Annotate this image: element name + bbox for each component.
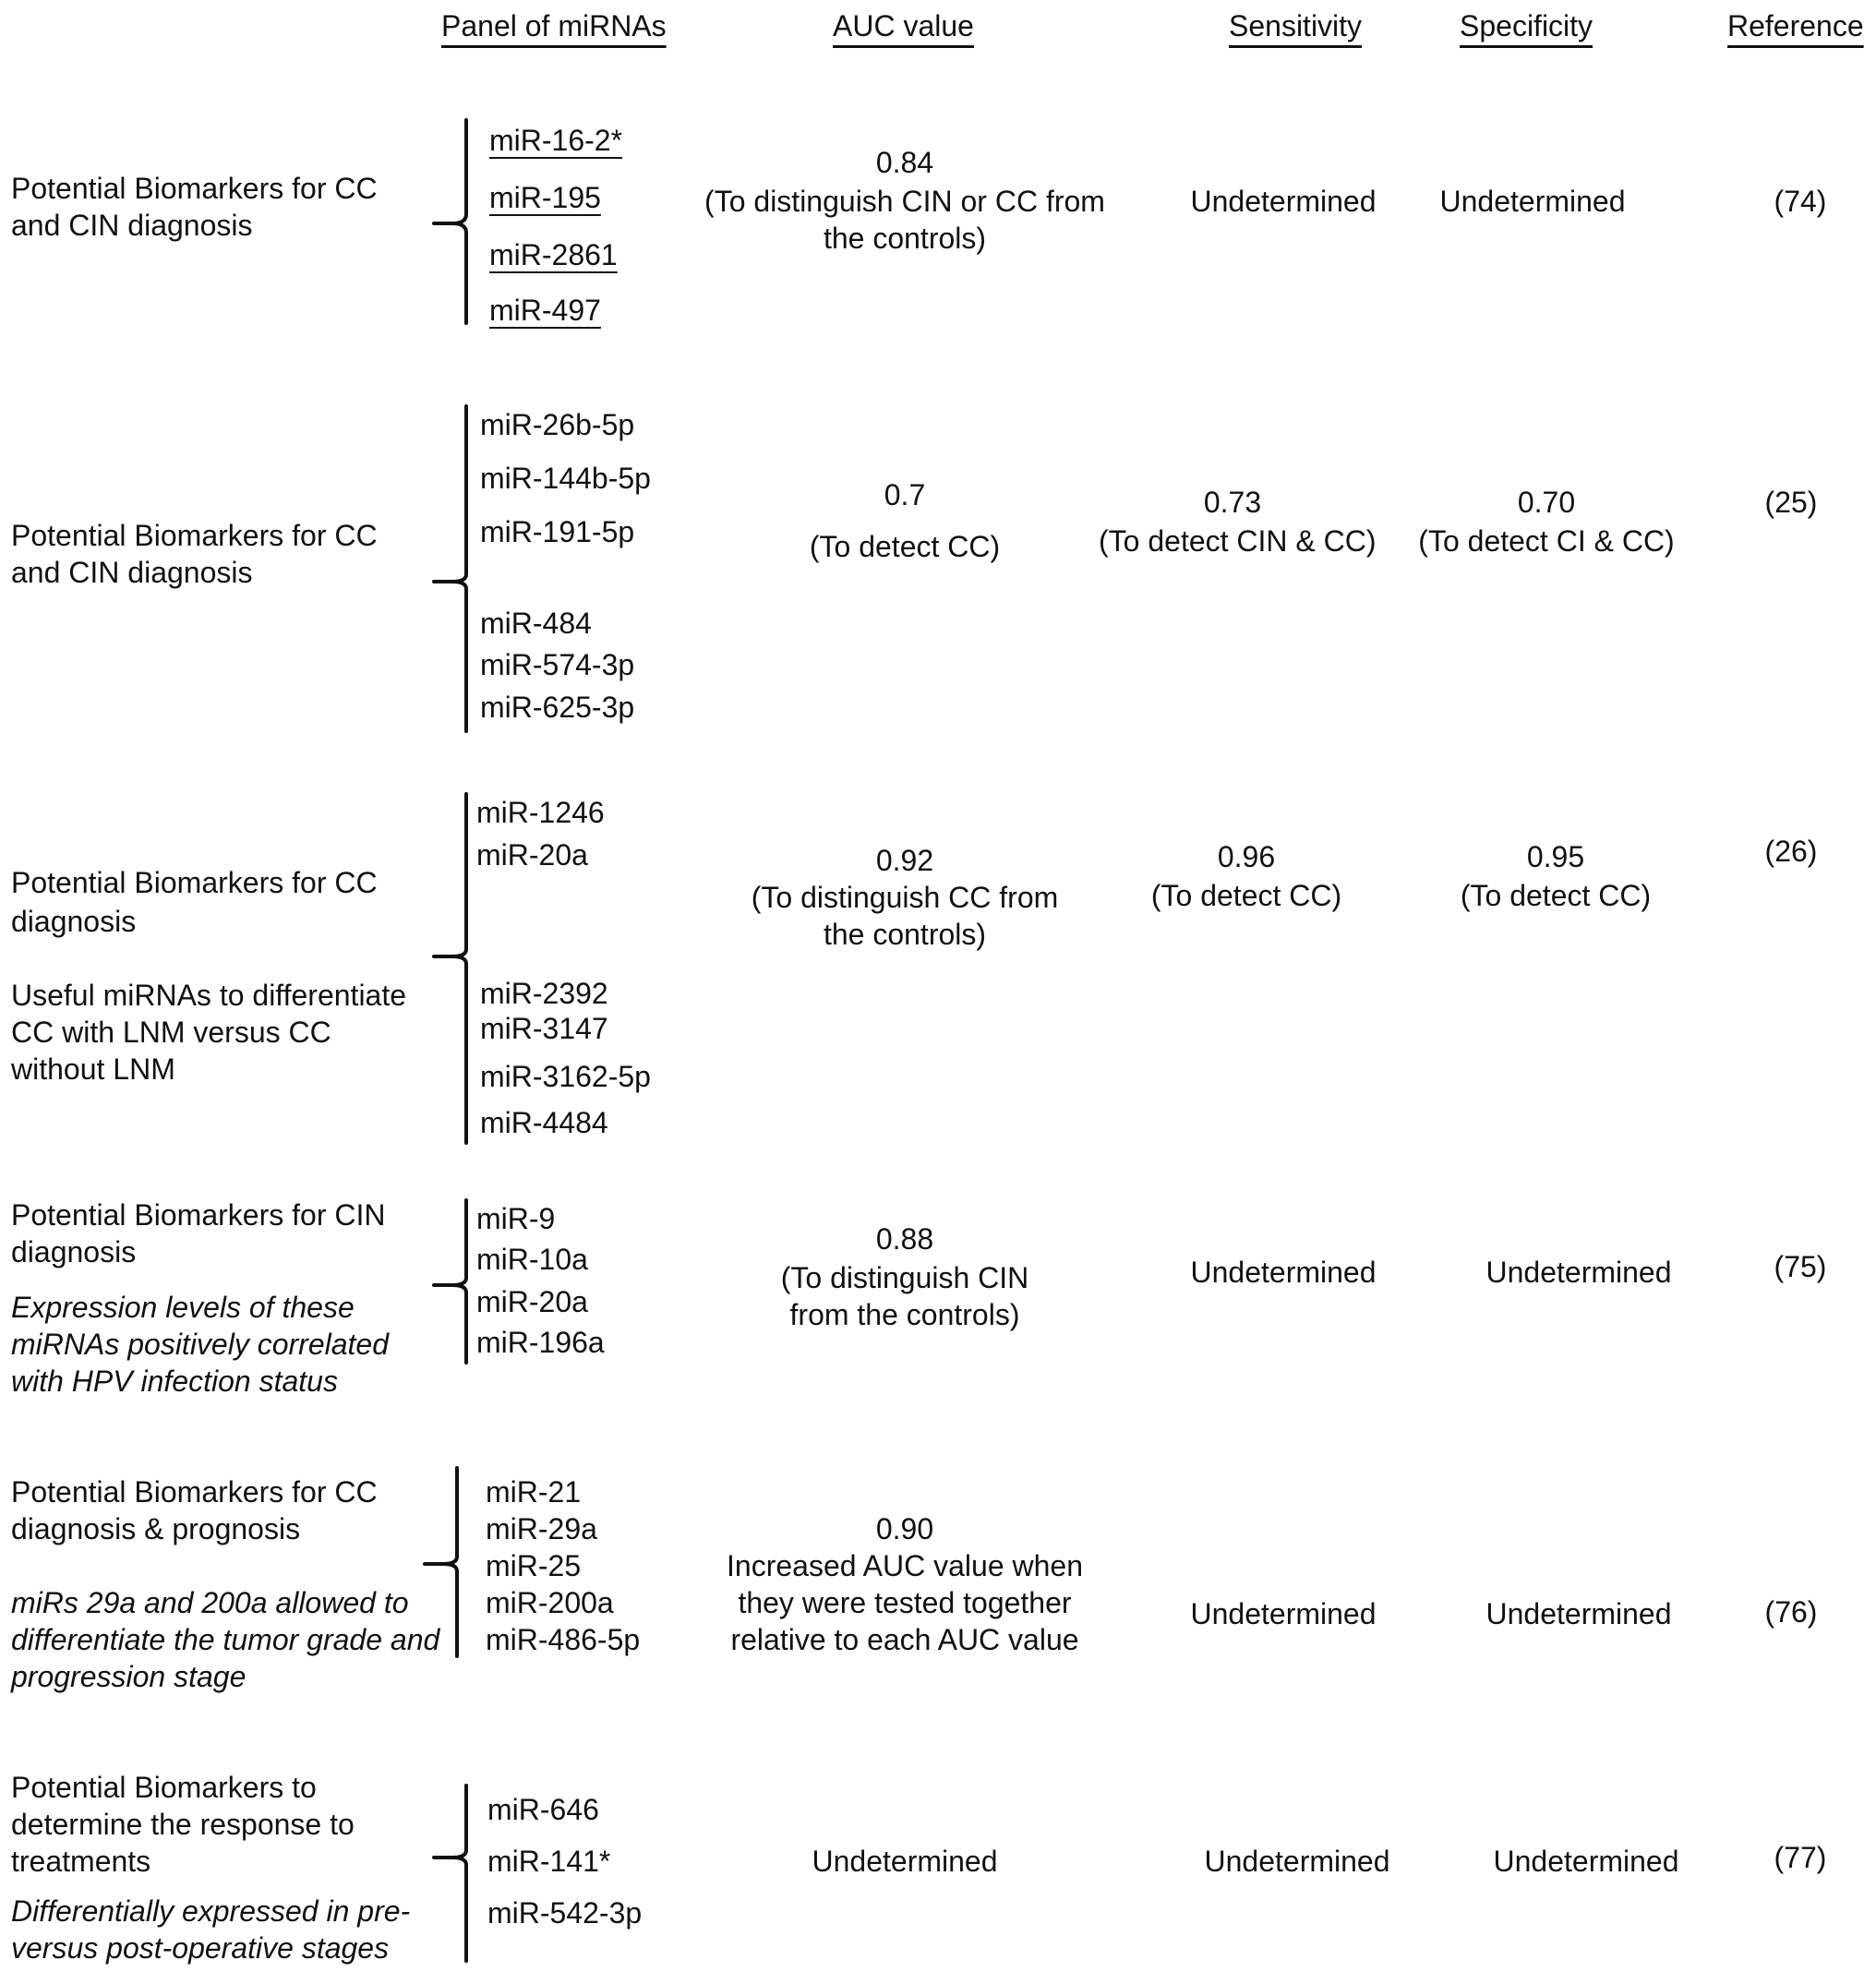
row-description: Potential Biomarkers to: [11, 1771, 317, 1804]
row-description: Potential Biomarkers for CC: [11, 866, 378, 899]
row-note: miRs 29a and 200a allowed to: [11, 1586, 409, 1619]
auc-value: 0.7: [884, 478, 926, 511]
mirna-item: miR-196a: [476, 1326, 605, 1359]
row-description: diagnosis: [11, 1235, 137, 1269]
mirna-item: miR-21: [486, 1475, 582, 1509]
mirna-item: miR-3162-5p: [480, 1060, 651, 1093]
row-description: Potential Biomarkers for CC: [11, 519, 378, 552]
mirna-item: miR-191-5p: [480, 515, 635, 548]
row-note: Useful miRNAs to differentiate: [11, 979, 407, 1012]
row-note: progression stage: [11, 1660, 247, 1693]
row-description: diagnosis & prognosis: [11, 1512, 301, 1545]
mirna-item: miR-200a: [486, 1586, 614, 1619]
specificity-note: (To detect CI & CC): [1418, 524, 1675, 558]
brace-icon: [427, 1196, 473, 1363]
auc-value: 0.88: [875, 1222, 934, 1256]
mirna-item: miR-16-2*: [489, 124, 623, 157]
reference-value: (77): [1774, 1841, 1827, 1874]
mirna-item: miR-10a: [476, 1243, 588, 1276]
auc-note: (To distinguish CC from: [751, 881, 1059, 914]
header-sensitivity: Sensitivity: [1229, 9, 1363, 42]
sensitivity-value: Undetermined: [1190, 1597, 1377, 1630]
reference-value: (76): [1764, 1595, 1818, 1629]
auc-value: 0.92: [875, 844, 934, 877]
row-description: Potential Biomarkers for CC: [11, 1475, 378, 1509]
sensitivity-value: Undetermined: [1190, 185, 1377, 218]
sensitivity-value: Undetermined: [1190, 1256, 1377, 1289]
specificity-value: Undetermined: [1485, 1597, 1672, 1630]
auc-note: from the controls): [789, 1298, 1020, 1331]
brace-icon: [417, 1464, 463, 1658]
reference-value: (75): [1774, 1250, 1827, 1283]
mirna-item: miR-3147: [480, 1012, 608, 1045]
mirna-item: miR-646: [487, 1793, 599, 1826]
header-panel: Panel of miRNAs: [441, 9, 667, 42]
brace-icon: [427, 787, 473, 1147]
row-description: and CIN diagnosis: [11, 209, 253, 242]
mirna-item: miR-195: [489, 181, 601, 214]
row-note: CC with LNM versus CC: [11, 1016, 331, 1049]
row-description: treatments: [11, 1845, 151, 1878]
mirna-item: miR-1246: [476, 796, 605, 829]
specificity-value: 0.70: [1517, 486, 1576, 519]
row-description: Potential Biomarkers for CIN: [11, 1198, 386, 1232]
row-note: with HPV infection status: [11, 1365, 338, 1398]
mirna-item: miR-486-5p: [486, 1623, 641, 1656]
sensitivity-value: 0.96: [1217, 840, 1276, 873]
mirna-item: miR-9: [476, 1202, 556, 1235]
row-note: without LNM: [11, 1052, 175, 1086]
mirna-item: miR-4484: [480, 1106, 608, 1139]
mirna-item: miR-2861: [489, 238, 618, 271]
specificity-value: Undetermined: [1493, 1845, 1679, 1878]
auc-note: relative to each AUC value: [730, 1623, 1079, 1656]
row-description: determine the response to: [11, 1808, 355, 1841]
mirna-item: miR-25: [486, 1549, 582, 1582]
mirna-item: miR-497: [489, 294, 601, 327]
reference-value: (74): [1774, 185, 1827, 218]
row-note: miRNAs positively correlated: [11, 1328, 390, 1361]
mirna-item: miR-144b-5p: [480, 462, 651, 495]
auc-note: the controls): [823, 222, 987, 255]
sensitivity-value: 0.73: [1203, 486, 1262, 519]
mirna-item: miR-2392: [480, 977, 608, 1010]
auc-value: 0.84: [875, 146, 934, 179]
auc-note: (To distinguish CIN: [780, 1261, 1029, 1294]
sensitivity-value: Undetermined: [1204, 1845, 1390, 1878]
auc-note: Increased AUC value when: [727, 1549, 1083, 1582]
header-specificity: Specificity: [1460, 9, 1593, 42]
header-auc: AUC value: [833, 9, 974, 42]
specificity-value: 0.95: [1526, 840, 1585, 873]
auc-value: 0.90: [875, 1512, 934, 1545]
specificity-value: Undetermined: [1439, 185, 1626, 218]
specificity-value: Undetermined: [1485, 1256, 1672, 1289]
brace-icon: [434, 111, 480, 323]
mirna-item: miR-20a: [476, 1285, 588, 1318]
row-description: Potential Biomarkers for CC: [11, 172, 378, 205]
mirna-item: miR-29a: [486, 1512, 597, 1545]
auc-value: Undetermined: [812, 1845, 998, 1878]
mirna-item: miR-26b-5p: [480, 408, 635, 441]
row-description: diagnosis: [11, 905, 137, 938]
auc-note: (To detect CC): [809, 530, 1001, 563]
brace-icon: [427, 1780, 473, 1965]
mirna-item: miR-20a: [476, 838, 588, 872]
specificity-note: (To detect CC): [1460, 879, 1652, 912]
reference-value: (26): [1764, 835, 1818, 868]
row-description: and CIN diagnosis: [11, 556, 253, 589]
row-note: Differentially expressed in pre-: [11, 1894, 411, 1928]
mirna-item: miR-625-3p: [480, 691, 635, 724]
row-note: versus post-operative stages: [11, 1931, 390, 1965]
mirna-item: miR-484: [480, 607, 592, 640]
header-reference: Reference: [1727, 9, 1864, 42]
sensitivity-note: (To detect CC): [1150, 879, 1342, 912]
mirna-item: miR-542-3p: [487, 1896, 643, 1930]
mirna-item: miR-574-3p: [480, 648, 635, 681]
sensitivity-note: (To detect CIN & CC): [1099, 524, 1377, 558]
auc-note: (To distinguish CIN or CC from: [704, 185, 1105, 218]
reference-value: (25): [1764, 486, 1818, 519]
mirna-item: miR-141*: [487, 1845, 611, 1878]
brace-icon: [427, 399, 473, 731]
row-note: differentiate the tumor grade and: [11, 1623, 440, 1656]
auc-note: the controls): [823, 918, 987, 951]
row-note: Expression levels of these: [11, 1291, 355, 1324]
auc-note: they were tested together: [738, 1586, 1072, 1619]
